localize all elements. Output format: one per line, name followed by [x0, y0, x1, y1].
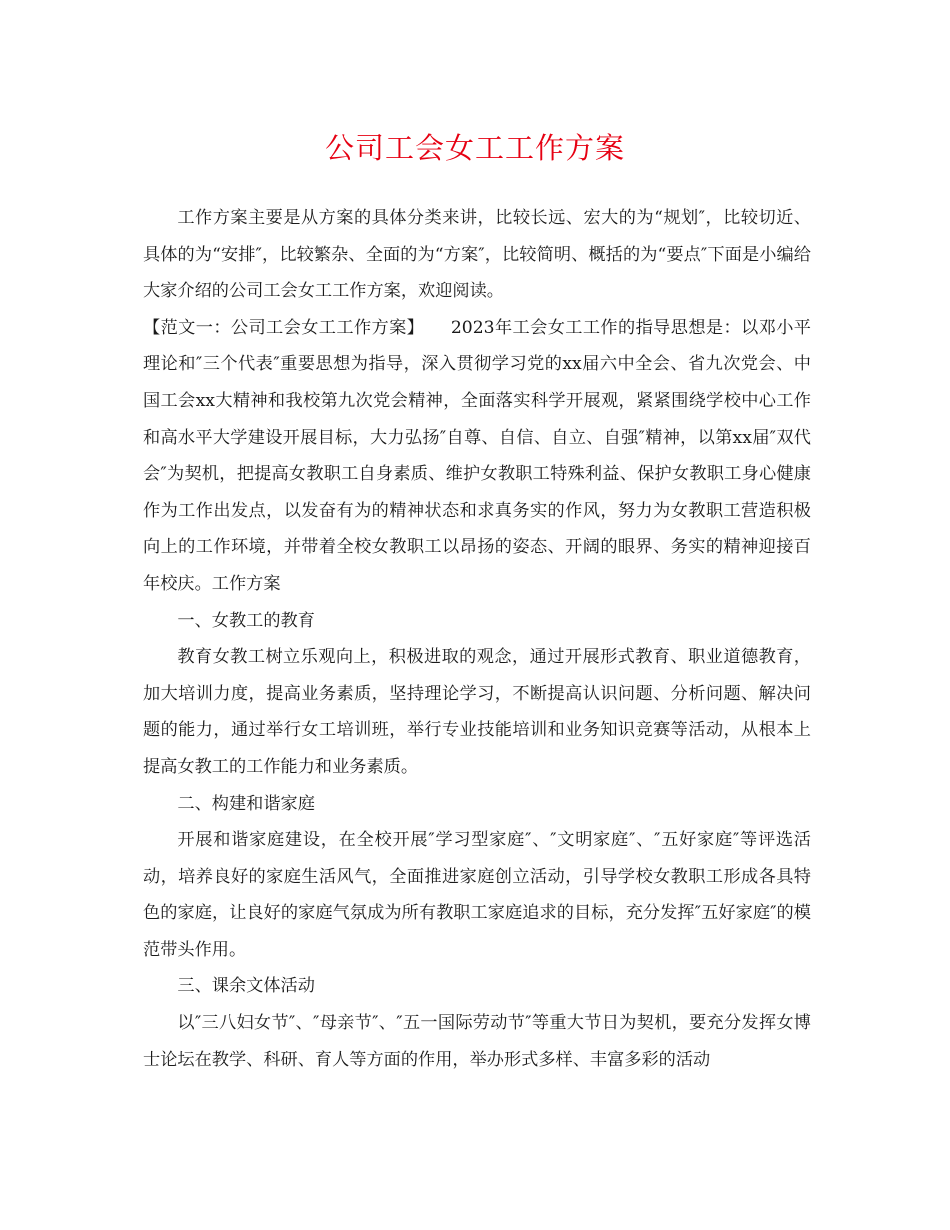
document-body	[143, 200, 811, 1078]
sample-one-paragraph: 【范文一：公司工会女工工作方案】 2023年工会女工工作的指导思想是：以邓小平理论和″三个代表″重要思想为指导，深入贯彻学习党的xx届六中全会、省九次党会、中国工会xx大精神和我校第九次党会精神，全面落实科学开展观，紧紧围绕学校中心工作和高水平大学建设开展目标，大力弘扬″自尊、自信、自立、自强″精神，以第xx届″双代会″为契机，把提高女教职工自身素质、维护女教职工特殊利益、保护女教职工身心健康作为工作出发点，以发奋有为的精神状态和求真务实的作风，努力为女教职工营造积极向上的工作环境，并带着全校女教职工以昂扬的姿态、开阔的眼界、务实的精神迎接百年校庆。工作方案	[143, 317, 811, 594]
intro-paragraph: 工作方案主要是从方案的具体分类来讲，比较长远、宏大的为“规划″，比较切近、具体的为“安排″，比较繁杂、全面的为“方案″，比较简明、概括的为“要点″下面是小编给大家介绍的公司工会女工工作方案，欢迎阅读。	[143, 208, 811, 302]
section-body-3: 以″三八妇女节″、″母亲节″、″五一国际劳动节″等重大节日为契机，要充分发挥女博士论坛在教学、科研、育人等方面的作用，举办形式多样、丰富多彩的活动	[143, 1013, 811, 1070]
section-heading-2: 二、构建和谐家庭	[177, 793, 315, 814]
document-title: 公司工会女工工作方案	[324, 131, 625, 165]
section-body-2: 开展和谐家庭建设，在全校开展″学习型家庭″、″文明家庭″、″五好家庭″等评选活动，培养良好的家庭生活风气，全面推进家庭创立活动，引导学校女教职工形成各具特色的家庭，让良好的家庭气氛成为所有教职工家庭追求的目标，充分发挥″五好家庭″的模范带头作用。	[143, 830, 811, 960]
section-body-1: 教育女教工树立乐观向上，积极进取的观念，通过开展形式教育、职业道德教育，加大培训力度，提高业务素质，坚持理论学习，不断提高认识问题、分析问题、解决问题的能力，通过举行女工培训班，举行专业技能培训和业务知识竞赛等活动，从根本上提高女教工的工作能力和业务素质。	[143, 647, 811, 777]
section-heading-1: 一、女教工的教育	[177, 610, 315, 631]
section-heading-3: 三、课余文体活动	[177, 976, 315, 997]
